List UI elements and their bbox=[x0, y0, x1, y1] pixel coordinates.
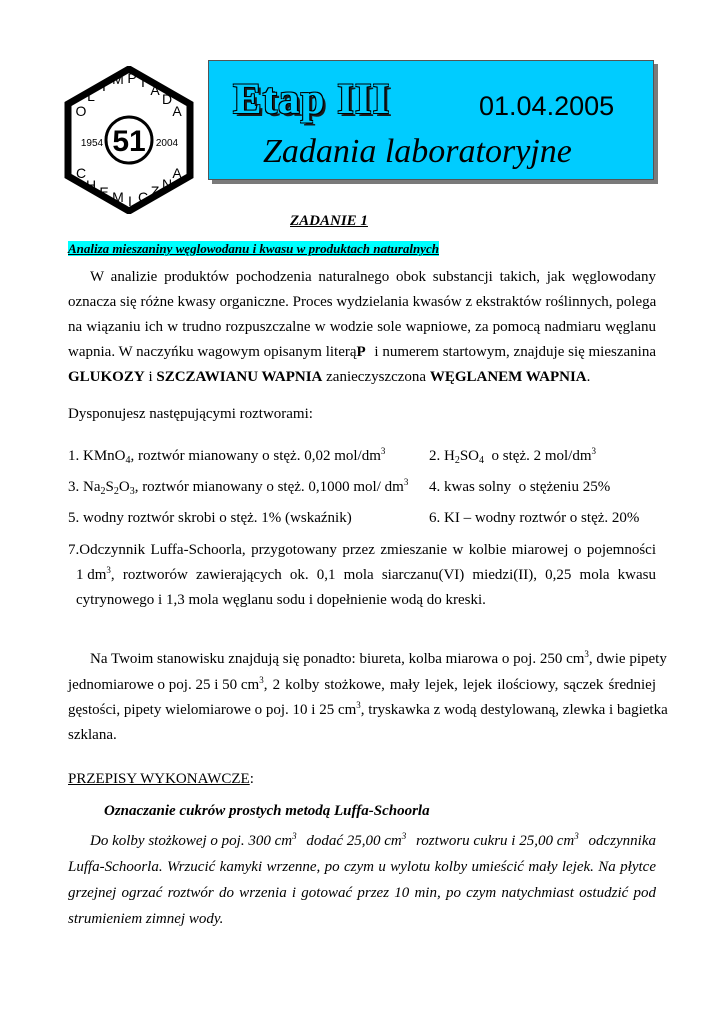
intro-line-4 bbox=[68, 343, 656, 361]
equipment-line-2: jednomiarowe o poj. 25 i 50 $cm^3$ , 2 kolby stożkowe, mały lejek, lejek ilościowy, sączek średniej bbox=[68, 675, 656, 693]
olympiad-logo bbox=[64, 66, 194, 214]
exam-date: 01.04.2005 bbox=[479, 91, 615, 121]
intro-line-2: oznacza się różne kwasy organiczne. Proces wydzielania kwasów z ekstraktów roślinnych, polega bbox=[68, 294, 657, 310]
glucose-label: GLUKOZY bbox=[68, 369, 145, 385]
intro-text: i numerem startowym, znajduje się mieszanina bbox=[374, 344, 656, 360]
logo-letter: E bbox=[99, 184, 109, 200]
logo-letter: M bbox=[112, 71, 124, 87]
logo-number: 51 bbox=[112, 125, 146, 158]
procedure-line-3: grzejnej ogrzać roztwór do wrzenia i gotować przez 10 min, po czym natychmiast ostudzić pod bbox=[68, 885, 656, 901]
reagent-1: 1. KMnO$_4$, roztwór mianowany o stęż. 0,02 mol/$dm^3$ bbox=[68, 446, 386, 466]
stage-title: Etap III bbox=[233, 76, 391, 123]
logo-year-right: 2004 bbox=[155, 138, 179, 149]
procedure-line-4: strumieniem zimnej wody. bbox=[68, 911, 224, 927]
calcium-carbonate-label: WĘGLANEM WAPNIA bbox=[429, 369, 587, 385]
procedure-title: Oznaczanie cukrów prostych metodą Luffa-Schoorla bbox=[104, 803, 430, 819]
logo-letter: I bbox=[141, 74, 145, 90]
reagent-7-line-2: 1 $dm^3$ , roztworów zawierających ok. 0,1 mola siarczanu(VI) miedzi(II), 0,25 mola kwasu bbox=[76, 565, 656, 583]
logo-letter: Z bbox=[150, 183, 160, 199]
reagent-3: 3. $Na_2S_2O_3$, roztwór mianowany o stęż. 0,1000 mol/ $dm^3$ bbox=[68, 477, 409, 497]
logo-letter: O bbox=[75, 103, 87, 119]
sample-letter: P bbox=[356, 344, 366, 360]
intro-text: . bbox=[586, 369, 591, 385]
logo-letter: M bbox=[112, 189, 124, 205]
task-topic: Analiza mieszaniny węglowodanu i kwasu w produktach naturalnych bbox=[68, 241, 439, 256]
equipment-line-1: Na Twoim stanowisku znajdują się ponadto: biureta, kolba miarowa o poj. 250 $cm^3$, dwie pipety bbox=[90, 649, 667, 667]
procedure-line-2: Luffa-Schoorla. Wrzucić kamyki wrzenne, po czym u wylotu kolby umieścić mały lejek. Na płytce bbox=[68, 859, 656, 875]
procedures-heading: PRZEPISY WYKONAWCZE: bbox=[68, 771, 254, 787]
reagents-intro: Dysponujesz następującymi roztworami: bbox=[68, 406, 313, 422]
intro-line-3: na wiązaniu ich w trudno rozpuszczalne w wodzie sole wapniowe, za pomocą nadmiaru węglanu bbox=[68, 319, 656, 335]
logo-letter: H bbox=[85, 177, 97, 193]
reagent-7-line-1: 7.Odczynnik Luffa-Schoorla, przygotowany przez zmieszanie w kolbie miarowej o pojemności bbox=[68, 542, 656, 558]
logo-letter: D bbox=[161, 91, 173, 107]
intro-line-1: W analizie produktów pochodzenia naturalnego obok substancji takich, jak węglowodany bbox=[90, 269, 656, 285]
logo-letter: A bbox=[150, 82, 160, 98]
reagent-4: 4. kwas solny o stężeniu 25% bbox=[429, 479, 611, 495]
intro-text: i bbox=[144, 369, 157, 385]
procedure-line-1: Do kolby stożkowej o poj. 300 $cm^3$ dodać 25,00 $cm^3$ roztworu cukru i 25,00 $cm^3$ odczynnika bbox=[90, 831, 656, 849]
logo-letter: C bbox=[137, 189, 149, 205]
reagent-2: 2. $H_2SO_4$ o stęż. 2 mol/$dm^3$ bbox=[429, 446, 597, 466]
intro-text: wapnia. W naczyńku wagowym opisanym literą bbox=[68, 344, 357, 360]
page-subtitle: Zadania laboratoryjne bbox=[263, 133, 572, 170]
task-heading: ZADANIE 1 bbox=[290, 213, 368, 229]
logo-letter: A bbox=[172, 165, 182, 181]
logo-letter: I bbox=[102, 78, 106, 94]
equipment-line-4: szklana. bbox=[68, 727, 117, 743]
logo-letter: C bbox=[75, 165, 87, 181]
logo-letter: P bbox=[127, 70, 137, 86]
equipment-line-3: gęstości, pipety wielomiarowe o poj. 10 i 25 $cm^3$ , tryskawka z wodą destylowaną, zlewka i bagietka bbox=[68, 700, 668, 718]
calcium-oxalate-label: SZCZAWIANU WAPNIA bbox=[156, 369, 323, 385]
logo-letter: A bbox=[172, 103, 182, 119]
logo-letter: L bbox=[87, 88, 95, 104]
reagent-5: 5. wodny roztwór skrobi o stęż. 1% (wskaźnik) bbox=[68, 510, 352, 526]
logo-letter: I bbox=[128, 193, 132, 209]
logo-year-left: 1954 bbox=[80, 138, 104, 149]
intro-line-5 bbox=[68, 368, 590, 386]
logo-letter: N bbox=[161, 176, 173, 192]
reagent-6: 6. KI – wodny roztwór o stęż. 20% bbox=[429, 510, 640, 526]
header-banner bbox=[208, 60, 654, 180]
reagent-7-line-3: cytrynowego i 1,3 mola węglanu sodu i dopełnienie wodą do kreski. bbox=[76, 592, 486, 608]
intro-text: zanieczyszczona bbox=[322, 369, 430, 385]
